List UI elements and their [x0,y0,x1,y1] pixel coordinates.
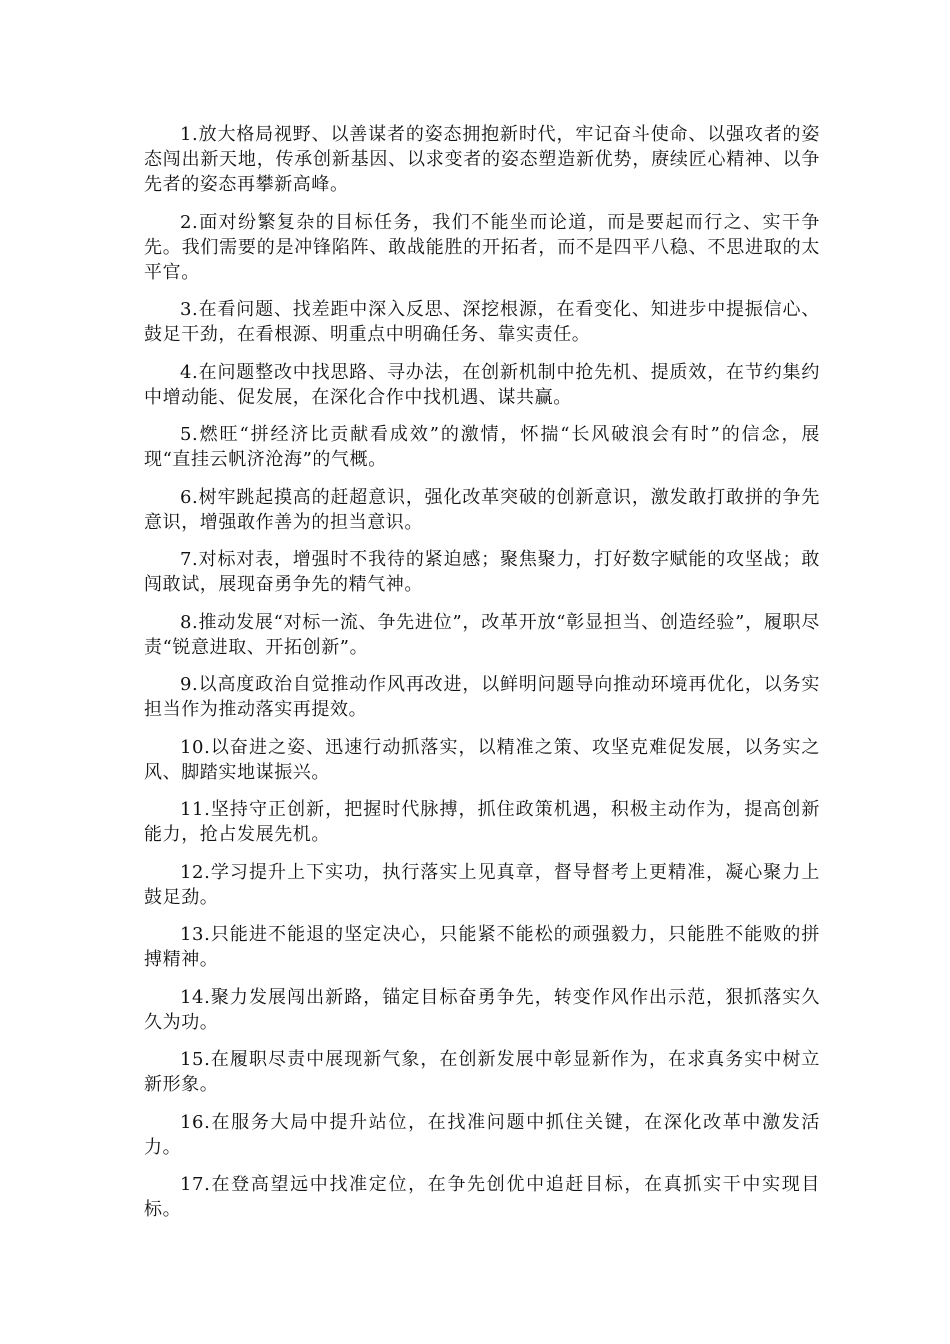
paragraph-13: 13.只能进不能退的坚定决心，只能紧不能松的顽强毅力，只能胜不能败的拼搏精神。 [144,924,820,970]
paragraph-4: 4.在问题整改中找思路、寻办法，在创新机制中抢先机、提质效，在节约集约中增动能、促发展，在深化合作中找机遇、谋共赢。 [144,361,820,408]
paragraph-14: 14.聚力发展闯出新路，锚定目标奋勇争先，转变作风作出示范，狠抓落实久久为功。 [144,986,820,1033]
paragraph-2: 2.面对纷繁复杂的目标任务，我们不能坐而论道，而是要起而行之、实干争先。我们需要的是冲锋陷阵、敢战能胜的开拓者，而不是四平八稳、不思进取的太平官。 [144,211,820,283]
paragraph-10: 10.以奋进之姿、迅速行动抓落实，以精准之策、攻坚克难促发展，以务实之风、脚踏实地谋振兴。 [144,736,820,783]
paragraph-7: 7.对标对表，增强时不我待的紧迫感；聚焦聚力，打好数字赋能的攻坚战；敢闯敢试，展现奋勇争先的精气神。 [144,549,820,595]
document-body [144,122,820,1235]
paragraph-16: 16.在服务大局中提升站位，在找准问题中抓住关键，在深化改革中激发活力。 [144,1111,820,1158]
paragraph-1: 1.放大格局视野、以善谋者的姿态拥抱新时代，牢记奋斗使命、以强攻者的姿态闯出新天地，传承创新基因、以求变者的姿态塑造新优势，赓续匠心精神、以争先者的姿态再攀新高峰。 [144,124,820,195]
paragraph-3: 3.在看问题、找差距中深入反思、深挖根源，在看变化、知进步中提振信心、鼓足干劲，在看根源、明重点中明确任务、靠实责任。 [144,299,820,345]
paragraph-15: 15.在履职尽责中展现新气象，在创新发展中彰显新作为，在求真务实中树立新形象。 [144,1049,820,1095]
paragraph-12: 12.学习提升上下实功，执行落实上见真章，督导督考上更精准，凝心聚力上鼓足劲。 [144,861,820,908]
paragraph-11: 11.坚持守正创新，把握时代脉搏，抓住政策机遇，积极主动作为，提高创新能力，抢占发展先机。 [144,799,820,845]
paragraph-5: 5.燃旺“拼经济比贡献看成效”的激情，怀揣“长风破浪会有时”的信念，展现“直挂云帆济沧海”的气概。 [144,424,820,470]
paragraph-6: 6.树牢跳起摸高的赶超意识，强化改革突破的创新意识，激发敢打敢拼的争先意识，增强敢作善为的担当意识。 [144,486,820,533]
paragraph-17: 17.在登高望远中找准定位，在争先创优中追赶目标，在真抓实干中实现目标。 [144,1174,820,1220]
paragraph-9: 9.以高度政治自觉推动作风再改进，以鲜明问题导向推动环境再优化，以务实担当作为推动落实再提效。 [144,674,820,720]
paragraph-8: 8.推动发展“对标一流、争先进位”，改革开放“彰显担当、创造经验”，履职尽责“锐意进取、开拓创新”。 [144,611,820,658]
